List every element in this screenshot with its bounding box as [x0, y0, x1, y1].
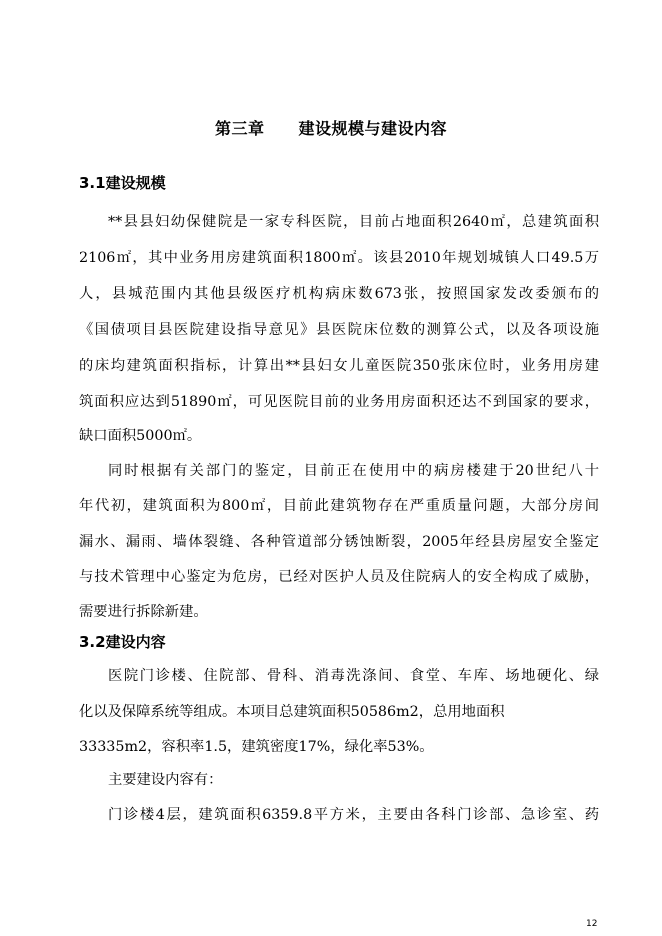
paragraph-line: **县县妇幼保健院是一家专科医院，目前占地面积2640㎡，总建筑面积: [108, 214, 599, 230]
paragraph-line: 化以及保障系统等组成。本项目总建筑面积50586m2，总用地面积: [79, 704, 505, 720]
section-heading-3-2: 3.2建设内容: [79, 633, 166, 651]
paragraph-line: 同时根据有关部门的鉴定，目前正在使用中的病房楼建于20世纪八十: [108, 463, 599, 479]
paragraph-line: 年代初，建筑面积为800㎡，目前此建筑物存在严重质量问题，大部分房间: [79, 498, 599, 514]
paragraph-line: 2106㎡，其中业务用房建筑面积1800㎡。该县2010年规划城镇人口49.5万: [79, 250, 599, 266]
page-number: 12: [586, 919, 598, 929]
paragraph-line: 人，县城范围内其他县级医疗机构病床数673张，按照国家发改委颁布的: [79, 286, 599, 302]
chapter-number: 第三章: [214, 119, 265, 138]
paragraph-line: 需要进行拆除新建。: [79, 604, 208, 620]
paragraph-line: 医院门诊楼、住院部、骨科、消毒洗涤间、食堂、车库、场地硬化、绿: [108, 668, 599, 684]
paragraph-line: 与技术管理中心鉴定为危房，已经对医护人员及住院病人的安全构成了威胁，: [79, 569, 599, 585]
paragraph-line: 主要建设内容有：: [108, 772, 223, 788]
paragraph-line: 门诊楼4层，建筑面积6359.8平方米，主要由各科门诊部、急诊室、药: [108, 807, 599, 823]
chapter-name: 建设规模与建设内容: [298, 119, 448, 138]
paragraph-line: 筑面积应达到51890㎡，可见医院目前的业务用房面积还达不到国家的要求，: [79, 394, 599, 410]
chapter-title: [0, 116, 662, 139]
paragraph-line: 缺口面积5000㎡。: [79, 428, 202, 444]
paragraph-line: 33335m2，容积率1.5，建筑密度17%，绿化率53%。: [79, 739, 434, 755]
section-heading-3-1: 3.1建设规模: [79, 174, 166, 192]
paragraph-line: 漏水、漏雨、墙体裂缝、各种管道部分锈蚀断裂，2005年经县房屋安全鉴定: [79, 534, 599, 550]
paragraph-line: 的床均建筑面积指标，计算出**县妇女儿童医院350张床位时，业务用房建: [79, 358, 599, 374]
paragraph-line: 《国债项目县医院建设指导意见》县医院床位数的测算公式，以及各项设施: [79, 322, 599, 338]
